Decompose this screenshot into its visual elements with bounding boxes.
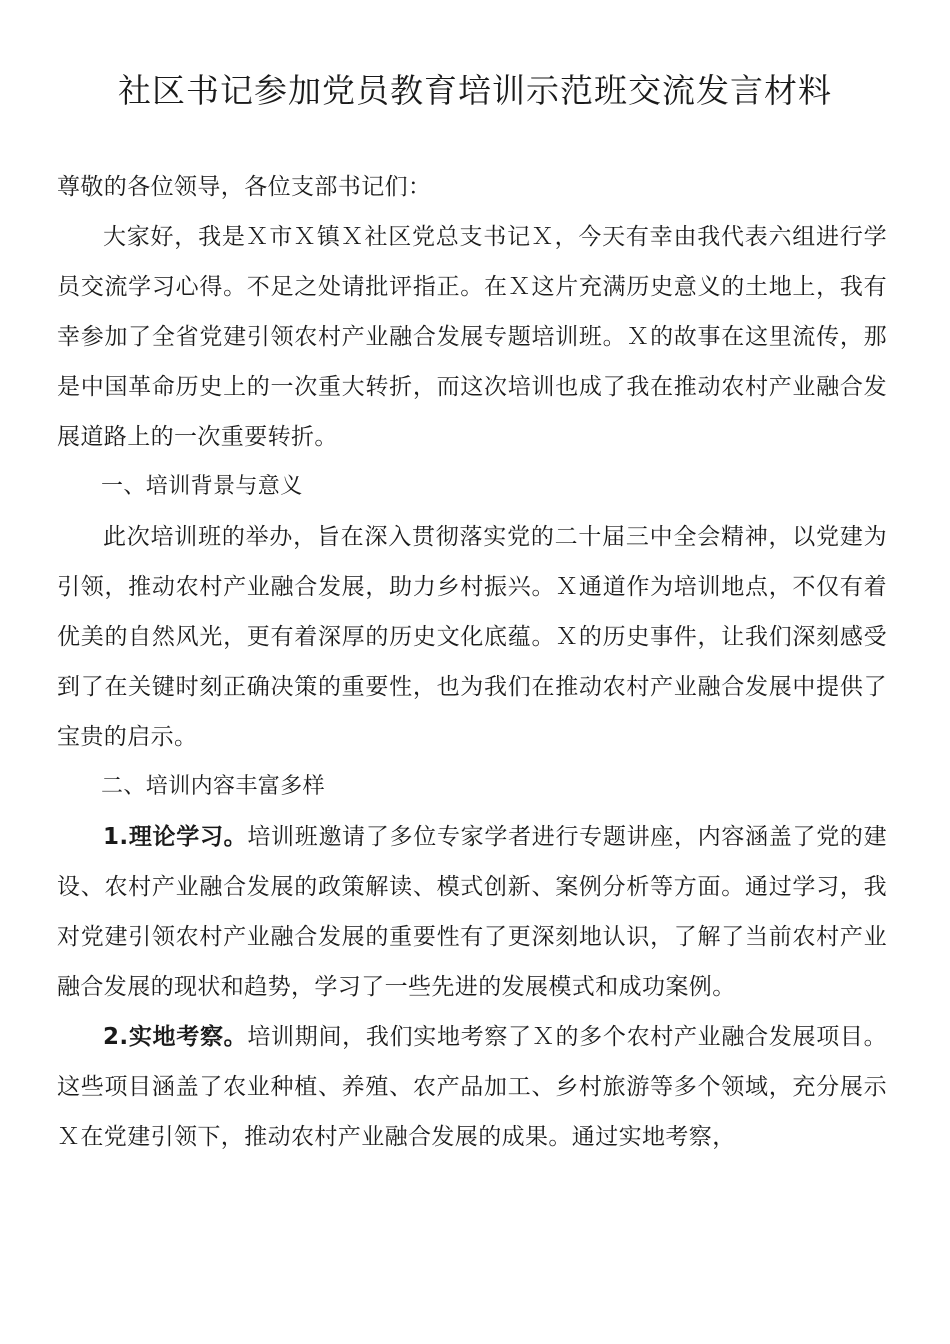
item-2-lead: 2.实地考察。 xyxy=(103,1024,248,1050)
document-body xyxy=(57,162,887,1162)
item-2-paragraph xyxy=(57,1012,887,1162)
section-2-heading: 二、培训内容丰富多样 xyxy=(101,774,326,799)
item-1-body: 培训班邀请了多位专家学者进行专题讲座，内容涵盖了党的建设、农村产业融合发展的政策解读、模式创新、案例分析等方面。通过学习，我对党建引领农村产业融合发展的重要性有了更深刻地认识，了解了当前农村产业融合发展的现状和趋势，学习了一些先进的发展模式和成功案例。 xyxy=(57,824,887,1000)
intro-paragraph: 大家好，我是Ｘ市Ｘ镇Ｘ社区党总支书记Ｘ，今天有幸由我代表六组进行学员交流学习心得。不足之处请批评指正。在Ｘ这片充满历史意义的土地上，我有幸参加了全省党建引领农村产业融合发展专题培训班。Ｘ的故事在这里流传，那是中国革命历史上的一次重大转折，而这次培训也成了我在推动农村产业融合发展道路上的一次重要转折。 xyxy=(57,224,887,450)
section-1-heading: 一、培训背景与意义 xyxy=(101,474,303,499)
item-1-paragraph xyxy=(57,812,887,1012)
section-1-paragraph: 此次培训班的举办，旨在深入贯彻落实党的二十届三中全会精神，以党建为引领，推动农村产业融合发展，助力乡村振兴。Ｘ通道作为培训地点，不仅有着优美的自然风光，更有着深厚的历史文化底蕴。Ｘ的历史事件，让我们深刻感受到了在关键时刻正确决策的重要性，也为我们在推动农村产业融合发展中提供了宝贵的启示。 xyxy=(57,524,887,750)
item-1-lead: 1.理论学习。 xyxy=(103,824,248,850)
item-2-body: 培训期间，我们实地考察了Ｘ的多个农村产业融合发展项目。这些项目涵盖了农业种植、养殖、农产品加工、乡村旅游等多个领域，充分展示Ｘ在党建引领下，推动农村产业融合发展的成果。通过实地考察， xyxy=(57,1024,887,1150)
document-title: 社区书记参加党员教育培训示范班交流发言材料 xyxy=(118,71,832,110)
salutation: 尊敬的各位领导，各位支部书记们： xyxy=(57,174,432,200)
